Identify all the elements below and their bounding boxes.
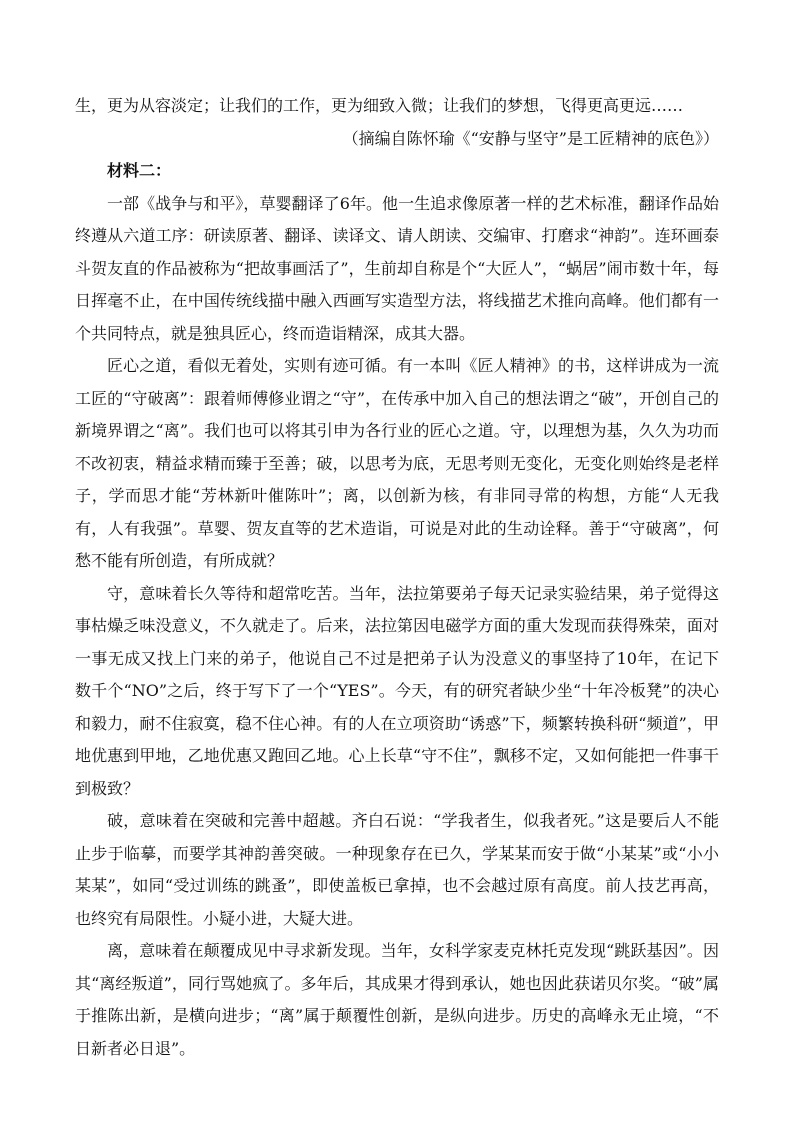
document-page <box>75 90 719 1065</box>
source-citation: （摘编自陈怀瑜《“安静与坚守”是工匠精神的底色》） <box>342 128 719 148</box>
paragraph-3: 守，意味着长久等待和超常吃苦。当年，法拉第要弟子每天记录实验结果，弟子觉得这事枯燥乏味没意义，不久就走了。后来，法拉第因电磁学方面的重大发现而获得殊荣，面对一事无成又找上门来的弟子，他说自己不过是把弟子认为没意义的事坚持了10年，在记下数千个“NO”之后，终于写下了一个“YES”。今天，有的研究者缺少坐“十年冷板凳”的决心和毅力，耐不住寂寞，稳不住心神。有的人在立项资助“诱惑”下，频繁转换科研“频道”，甲地优惠到甲地，乙地优惠又跑回乙地。心上长草“守不住”，飘移不定，又如何能把一件事干到极致？ <box>75 583 719 798</box>
paragraph-2: 匠心之道，看似无着处，实则有迹可循。有一本叫《匠人精神》的书，这样讲成为一流工匠的“守破离”：跟着师傅修业谓之“守”，在传承中加入自己的想法谓之“破”，开创自己的新境界谓之“离”。我们也可以将其引申为各行业的匠心之道。守，以理想为基，久久为功而不改初衷，精益求精而臻于至善；破，以思考为底，无思考则无变化，无变化则始终是老样子，学而思才能“芳林新叶催陈叶”；离，以创新为核，有非同寻常的构想，方能“人无我有，人有我强”。草婴、贺友直等的艺术造诣，可说是对此的生动诠释。善于“守破离”，何愁不能有所创造，有所成就？ <box>75 356 719 570</box>
paragraph-4: 破，意味着在突破和完善中超越。齐白石说：“学我者生，似我者死。”这是要后人不能止步于临摹，而要学其神韵善突破。一种现象存在已久，学某某而安于做“小某某”或“小小某某”，如同“受过训练的跳蚤”，即使盖板已拿掉，也不会越过原有高度。前人技艺再高，也终究有局限性。小疑小进，大疑大进。 <box>75 811 719 928</box>
continued-text-line: 生，更为从容淡定；让我们的工作，更为细致入微；让我们的梦想，飞得更高更远…… <box>75 96 684 115</box>
paragraph-5: 离，意味着在颠覆成见中寻求新发现。当年，女科学家麦克林托克发现“跳跃基因”。因其“离经叛道”，同行骂她疯了。多年后，其成果才得到承认，她也因此获诺贝尔奖。“破”属于推陈出新，是横向进步；“离”属于颠覆性创新，是纵向进步。历史的高峰永无止境，“不日新者必日退”。 <box>75 941 719 1058</box>
paragraph-1: 一部《战争与和平》，草婴翻译了6年。他一生追求像原著一样的艺术标准，翻译作品始终遵从六道工序：研读原著、翻译、读译文、请人朗读、交编审、打磨求“神韵”。连环画泰斗贺友直的作品被称为“把故事画活了”，生前却自称是个“大匠人”，“蜗居”闹市数十年，每日挥毫不止，在中国传统线描中融入西画写实造型方法，将线描艺术推向高峰。他们都有一个共同特点，就是独具匠心，终而造诣精深，成其大器。 <box>75 193 719 343</box>
section-heading: 材料二： <box>107 161 172 180</box>
